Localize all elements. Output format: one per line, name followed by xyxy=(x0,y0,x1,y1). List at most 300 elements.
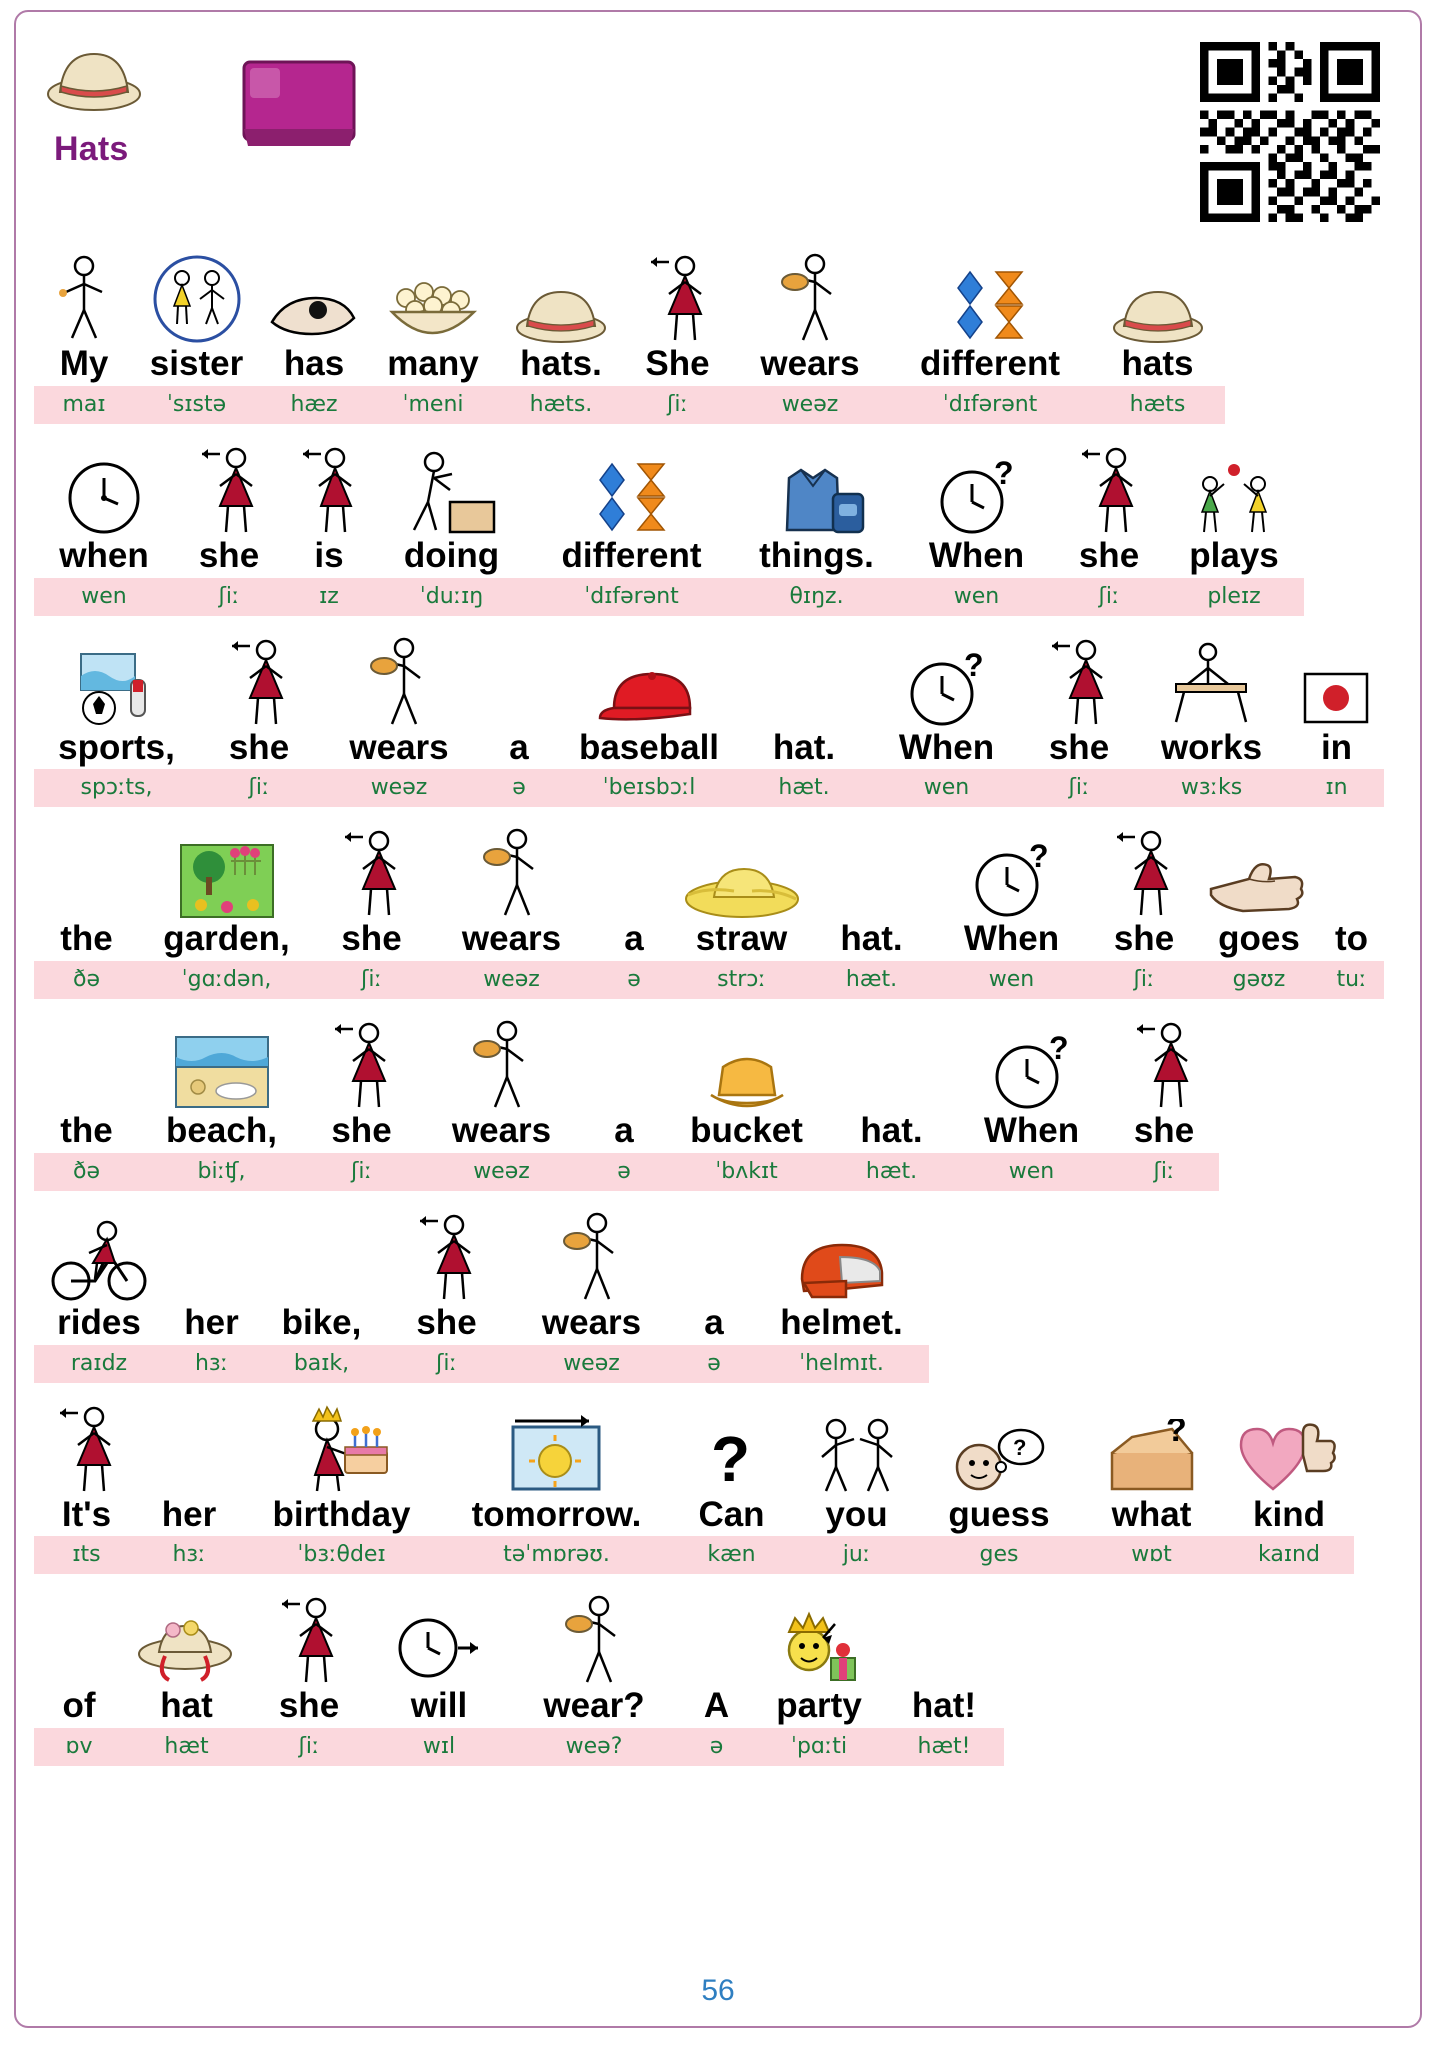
phonetic-text: wɒt xyxy=(1131,1542,1172,1568)
word-text: different xyxy=(561,535,702,575)
female-figure-icon xyxy=(416,1199,478,1303)
word-cell xyxy=(794,1391,919,1534)
word-cell xyxy=(1199,815,1319,958)
phonetic-text: hæt. xyxy=(845,967,898,992)
word-cell xyxy=(479,624,559,767)
word-text: a xyxy=(614,1111,634,1150)
word-cell xyxy=(369,240,497,383)
word-text: When xyxy=(928,535,1025,575)
phonetic-text: ʃiː xyxy=(667,391,688,417)
word-cell xyxy=(34,432,174,575)
word-cell xyxy=(754,1582,884,1725)
word-text: she xyxy=(1133,1111,1195,1150)
word-cell xyxy=(1054,432,1164,575)
person-wearing-icon xyxy=(467,1007,537,1111)
word-cell xyxy=(304,1007,419,1150)
phonetic-text: hɜː xyxy=(194,1350,229,1376)
word-text: in xyxy=(1320,727,1353,767)
word-cell xyxy=(674,1199,754,1342)
word-text: hats. xyxy=(520,344,602,383)
person-at-desk-icon xyxy=(1166,624,1258,728)
female-figure-icon xyxy=(331,1007,393,1111)
word-text: she xyxy=(1078,535,1140,575)
female-figure-icon xyxy=(1113,815,1175,919)
straw-sun-hat-icon xyxy=(682,815,802,919)
word-cell xyxy=(319,624,479,767)
phonetic-text: ɪz xyxy=(319,583,339,609)
phonetic-text: ʃiː xyxy=(1153,1158,1175,1184)
word-cell xyxy=(529,432,734,575)
children-playing-icon xyxy=(1190,432,1278,536)
word-cell xyxy=(809,815,934,958)
phonetic-text: ˈmeni xyxy=(402,391,464,417)
phonetic-text: ə xyxy=(512,775,526,801)
word-text: hat. xyxy=(840,919,903,959)
word-cell xyxy=(259,1199,384,1342)
phonetic-text: wen xyxy=(988,967,1035,992)
word-cell xyxy=(444,1391,669,1534)
many-balls-icon xyxy=(384,240,482,344)
word-text: wears xyxy=(451,1111,552,1150)
phonetic-text: ˈbeɪsbɔːl xyxy=(602,775,696,801)
phonetic-text: ʃiː xyxy=(351,1158,372,1184)
person-wearing-icon xyxy=(557,1199,627,1303)
word-text: When xyxy=(983,1111,1080,1150)
word-text: hat xyxy=(160,1686,213,1726)
word-text: doing xyxy=(403,535,500,575)
phonetic-row xyxy=(34,386,1225,424)
word-cell xyxy=(374,432,529,575)
word-cell xyxy=(34,1007,139,1150)
word-text: will xyxy=(410,1686,468,1726)
phonetic-text: ˈsɪstə xyxy=(166,391,227,417)
phonetic-text: ɪts xyxy=(72,1542,101,1568)
female-figure-icon xyxy=(647,240,709,344)
word-text: baseball xyxy=(578,727,720,767)
word-cell xyxy=(34,240,134,383)
word-cell xyxy=(829,1007,954,1150)
word-text: goes xyxy=(1218,919,1300,959)
word-text: bike, xyxy=(281,1302,362,1342)
phonetic-text: ʃiː xyxy=(436,1350,457,1376)
word-row xyxy=(34,1391,1402,1534)
word-cell xyxy=(884,1582,1004,1725)
word-cell xyxy=(739,624,869,767)
word-cell xyxy=(199,624,319,767)
phonetic-row xyxy=(34,769,1384,807)
word-text: beach, xyxy=(166,1111,277,1150)
phonetic-text: tuː xyxy=(1336,967,1367,992)
word-text: she xyxy=(198,535,260,575)
word-row xyxy=(34,1007,1402,1150)
phonetic-text: ə xyxy=(709,1734,724,1759)
word-cell xyxy=(1024,624,1134,767)
question-mark-icon xyxy=(703,1391,761,1495)
person-wearing-icon xyxy=(477,815,547,919)
word-text: wears xyxy=(461,919,562,959)
phonetic-row xyxy=(34,578,1304,616)
phonetic-text: gəʊz xyxy=(1232,967,1286,992)
word-text: kind xyxy=(1253,1494,1325,1534)
word-cell xyxy=(509,1582,679,1725)
word-cell xyxy=(625,240,730,383)
phonetic-text: ˈdɪfərənt xyxy=(584,583,679,609)
word-text: garden, xyxy=(163,919,290,959)
phonetic-text: biːʧ, xyxy=(197,1158,246,1184)
phonetic-text: ʃiː xyxy=(1098,583,1120,609)
phonetic-text: ʃiː xyxy=(1133,967,1155,992)
svg-text:?: ? xyxy=(1013,1434,1027,1460)
sentence-line xyxy=(34,1199,1402,1383)
word-cell xyxy=(134,240,259,383)
clock-question-icon xyxy=(991,1007,1073,1111)
word-cell xyxy=(890,240,1090,383)
siblings-circle-icon xyxy=(152,240,242,344)
word-cell xyxy=(34,815,139,958)
word-cell xyxy=(934,815,1089,958)
sentence-line xyxy=(34,624,1402,808)
phonetic-text: ə xyxy=(627,967,641,992)
phonetic-text: hæt. xyxy=(865,1158,918,1184)
straw-hat-icon xyxy=(513,240,609,344)
pointing-hand-icon xyxy=(1209,815,1309,919)
word-cell xyxy=(754,1199,929,1342)
phonetic-text: hæts. xyxy=(529,391,593,417)
word-cell xyxy=(34,1582,124,1725)
word-text: sports, xyxy=(58,727,175,767)
phonetic-text: wɜːks xyxy=(1180,775,1243,801)
person-wearing-icon xyxy=(775,240,845,344)
phonetic-text: maɪ xyxy=(62,391,106,417)
phonetic-text: pleɪz xyxy=(1207,583,1261,609)
phonetic-text: ʃiː xyxy=(298,1734,320,1759)
word-cell xyxy=(1079,1391,1224,1534)
word-text: party xyxy=(776,1686,862,1726)
person-pointing-self-icon xyxy=(54,240,114,344)
word-text: she xyxy=(341,919,402,959)
two-people-icon xyxy=(814,1391,900,1495)
phonetic-text: ɪn xyxy=(1325,775,1348,801)
box-question-icon xyxy=(1104,1391,1200,1495)
sentence-line xyxy=(34,240,1402,424)
word-text: My xyxy=(59,344,109,383)
word-text: wears xyxy=(349,727,449,767)
phonetic-text: weəz xyxy=(370,775,428,801)
garden-icon xyxy=(179,815,275,919)
word-cell xyxy=(899,432,1054,575)
word-cell xyxy=(559,624,739,767)
word-row xyxy=(34,624,1402,767)
phonetic-text: ˈhelmɪt. xyxy=(799,1350,884,1376)
phonetic-row xyxy=(34,1345,929,1383)
word-text: works xyxy=(1160,727,1263,767)
phonetic-row xyxy=(34,961,1384,999)
word-text: When xyxy=(898,727,995,767)
word-text: plays xyxy=(1189,535,1279,575)
word-cell xyxy=(34,1199,164,1342)
svg-text:?: ? xyxy=(1048,1031,1069,1066)
phonetic-text: θɪŋz. xyxy=(789,583,844,609)
person-wearing-icon xyxy=(559,1582,629,1686)
svg-text:?: ? xyxy=(1028,839,1049,875)
straw-hat-icon xyxy=(1110,240,1206,344)
sentence-line xyxy=(34,1391,1402,1575)
phonetic-text: juː xyxy=(842,1542,871,1568)
worksheet-page xyxy=(14,10,1422,2028)
phonetic-text: ˈgɑːdən, xyxy=(181,967,272,992)
word-text: things. xyxy=(759,535,874,575)
phonetic-text: ˈpɑːti xyxy=(790,1734,848,1759)
phonetic-text: hæt! xyxy=(917,1734,971,1759)
word-text: hat! xyxy=(911,1686,977,1726)
word-cell xyxy=(664,1007,829,1150)
phonetic-text: ˈbʌkɪt xyxy=(715,1158,778,1184)
word-cell xyxy=(239,1391,444,1534)
word-cell xyxy=(249,1582,369,1725)
party-icon xyxy=(773,1582,865,1686)
phonetic-text: raɪdz xyxy=(70,1350,128,1376)
word-text: you xyxy=(825,1494,888,1534)
word-text: rides xyxy=(57,1302,141,1342)
female-figure-icon xyxy=(1133,1007,1195,1111)
bucket-hat-icon xyxy=(701,1007,793,1111)
page-header xyxy=(16,12,1420,240)
word-text: when xyxy=(59,535,149,575)
word-cell xyxy=(139,815,314,958)
word-row xyxy=(34,815,1402,958)
phonetic-text: ˈbɜːθdeɪ xyxy=(297,1542,386,1568)
female-figure-icon xyxy=(278,1582,340,1686)
word-text: she xyxy=(228,727,290,767)
page-number: 56 xyxy=(701,1974,735,2007)
phonetic-text: ʃiː xyxy=(218,583,240,609)
word-cell xyxy=(594,815,674,958)
word-text: bucket xyxy=(690,1111,803,1150)
person-working-icon xyxy=(406,432,498,536)
phonetic-text: hæz xyxy=(290,391,338,417)
phonetic-text: ðə xyxy=(73,967,100,992)
phonetic-text: təˈmɒrəʊ. xyxy=(503,1542,610,1568)
phonetic-text: ˈduːɪŋ xyxy=(419,583,484,609)
word-cell xyxy=(259,240,369,383)
phonetic-text: wen xyxy=(1008,1158,1055,1184)
handbag-icon xyxy=(224,34,364,214)
phonetic-row xyxy=(34,1153,1219,1191)
word-cell xyxy=(674,815,809,958)
phonetic-text: wɪl xyxy=(422,1734,456,1759)
word-text: she xyxy=(1113,919,1175,959)
word-cell xyxy=(1289,624,1384,767)
word-text: has xyxy=(283,344,345,383)
phonetic-text: ges xyxy=(979,1542,1019,1568)
sports-equipment-icon xyxy=(77,624,157,728)
female-figure-icon xyxy=(198,432,260,536)
word-cell xyxy=(1319,815,1384,958)
word-text: guess xyxy=(948,1494,1050,1534)
female-figure-icon xyxy=(341,815,403,919)
heart-thumbsup-icon xyxy=(1237,1391,1341,1495)
word-text: sister xyxy=(149,344,244,383)
word-text: helmet. xyxy=(780,1302,903,1342)
phonetic-text: ʃiː xyxy=(1068,775,1090,801)
female-figure-icon xyxy=(1048,624,1110,728)
word-row xyxy=(34,432,1402,575)
word-cell xyxy=(734,432,899,575)
clock-icon xyxy=(66,432,142,536)
female-figure-icon xyxy=(56,1391,118,1495)
phonetic-text: ə xyxy=(617,1158,631,1184)
different-shapes-icon xyxy=(948,240,1032,344)
word-cell xyxy=(497,240,625,383)
cycling-icon xyxy=(49,1199,149,1303)
word-cell xyxy=(139,1007,304,1150)
phonetic-text: spɔːts, xyxy=(80,775,153,801)
sentence-lines xyxy=(16,240,1420,1766)
phonetic-text: ðə xyxy=(73,1158,100,1184)
thinking-face-icon xyxy=(951,1391,1047,1495)
word-text: hats xyxy=(1121,344,1194,383)
word-text: tomorrow. xyxy=(471,1494,642,1534)
phonetic-text: wen xyxy=(81,583,127,609)
word-cell xyxy=(284,432,374,575)
phonetic-text: weəz xyxy=(483,967,540,992)
word-text: she xyxy=(278,1686,340,1726)
word-cell xyxy=(1164,432,1304,575)
phonetic-text: wen xyxy=(953,583,1000,609)
female-figure-icon xyxy=(1078,432,1140,536)
phonetic-text: ə xyxy=(707,1350,721,1376)
word-text: wears xyxy=(541,1302,642,1342)
word-text: she xyxy=(331,1111,392,1150)
word-cell xyxy=(954,1007,1109,1150)
word-text: She xyxy=(645,344,710,383)
phonetic-text: ʃiː xyxy=(361,967,382,992)
qr-code-icon[interactable] xyxy=(1200,42,1380,222)
word-row xyxy=(34,240,1402,383)
word-text: When xyxy=(963,919,1060,959)
word-cell xyxy=(1090,240,1225,383)
word-text: It's xyxy=(61,1494,112,1534)
word-text: different xyxy=(920,344,1060,383)
phonetic-text: ʃiː xyxy=(248,775,270,801)
word-text: she xyxy=(1048,727,1110,767)
word-cell xyxy=(174,432,284,575)
sentence-line xyxy=(34,815,1402,999)
word-text: wears xyxy=(760,344,860,383)
word-text: Can xyxy=(698,1494,765,1534)
female-figure-icon xyxy=(228,624,290,728)
sentence-line xyxy=(34,432,1402,616)
word-cell xyxy=(1134,624,1289,767)
word-text: her xyxy=(184,1302,239,1342)
word-cell xyxy=(369,1582,509,1725)
phonetic-text: ɒv xyxy=(65,1734,93,1759)
word-text: hat. xyxy=(860,1111,923,1150)
phonetic-text: wen xyxy=(923,775,970,801)
phonetic-text: strɔː xyxy=(717,967,766,992)
phonetic-text: weəz xyxy=(473,1158,530,1184)
phonetic-row xyxy=(34,1728,1004,1766)
beach-icon xyxy=(174,1007,270,1111)
word-cell xyxy=(164,1199,259,1342)
clock-question-icon xyxy=(906,624,988,728)
word-text: straw xyxy=(695,919,788,959)
word-text: what xyxy=(1111,1494,1192,1534)
clock-question-icon xyxy=(971,815,1053,919)
word-text: she xyxy=(416,1302,477,1342)
word-cell xyxy=(1224,1391,1354,1534)
word-text: wear? xyxy=(543,1686,645,1726)
word-cell xyxy=(679,1582,754,1725)
svg-text:?: ? xyxy=(963,647,984,683)
word-cell xyxy=(869,624,1024,767)
phonetic-text: weəz xyxy=(563,1350,620,1376)
word-cell xyxy=(919,1391,1079,1534)
hand-holding-icon xyxy=(268,240,360,344)
word-row xyxy=(34,1582,1402,1725)
straw-hat-icon xyxy=(44,34,144,114)
fancy-hat-icon xyxy=(135,1582,239,1686)
word-cell xyxy=(34,1391,139,1534)
phonetic-text: hæts xyxy=(1129,391,1186,417)
tomorrow-calendar-icon xyxy=(509,1391,605,1495)
word-text: A xyxy=(703,1686,730,1726)
word-cell xyxy=(139,1391,239,1534)
page-title: Hats xyxy=(54,130,129,168)
clock-arrow-icon xyxy=(394,1582,484,1686)
word-text: is xyxy=(314,535,344,575)
phonetic-text: hæt xyxy=(164,1734,209,1759)
phonetic-row xyxy=(34,1536,1354,1574)
clothes-bag-icon xyxy=(767,432,867,536)
baseball-cap-icon xyxy=(596,624,702,728)
sentence-line xyxy=(34,1007,1402,1191)
person-wearing-icon xyxy=(364,624,434,728)
phonetic-text: kæn xyxy=(707,1542,756,1568)
word-text: the xyxy=(60,919,113,959)
word-text: a xyxy=(624,919,644,959)
word-cell xyxy=(1089,815,1199,958)
red-square-icon xyxy=(1301,624,1373,728)
phonetic-text: baɪk, xyxy=(293,1350,350,1376)
word-text: her xyxy=(161,1494,217,1534)
svg-text:?: ? xyxy=(993,455,1014,491)
word-cell xyxy=(314,815,429,958)
helmet-icon xyxy=(796,1199,888,1303)
word-cell xyxy=(669,1391,794,1534)
phonetic-text: hæt. xyxy=(778,775,830,801)
word-cell xyxy=(124,1582,249,1725)
word-text: birthday xyxy=(272,1494,411,1534)
svg-text:?: ? xyxy=(1165,1418,1187,1449)
word-cell xyxy=(584,1007,664,1150)
phonetic-text: weəz xyxy=(781,391,839,417)
phonetic-text: hɜː xyxy=(172,1542,206,1568)
word-text: many xyxy=(387,344,479,383)
word-cell xyxy=(384,1199,509,1342)
word-text: the xyxy=(60,1111,113,1150)
phonetic-text: weə? xyxy=(565,1734,623,1759)
phonetic-text: kaɪnd xyxy=(1258,1542,1320,1568)
word-row xyxy=(34,1199,1402,1342)
word-cell xyxy=(429,815,594,958)
different-shapes-icon xyxy=(590,432,674,536)
phonetic-text: ˈdɪfərənt xyxy=(942,391,1038,417)
svg-text:?: ? xyxy=(710,1424,750,1495)
clock-question-icon xyxy=(936,432,1018,536)
sentence-line xyxy=(34,1582,1402,1766)
word-cell xyxy=(509,1199,674,1342)
